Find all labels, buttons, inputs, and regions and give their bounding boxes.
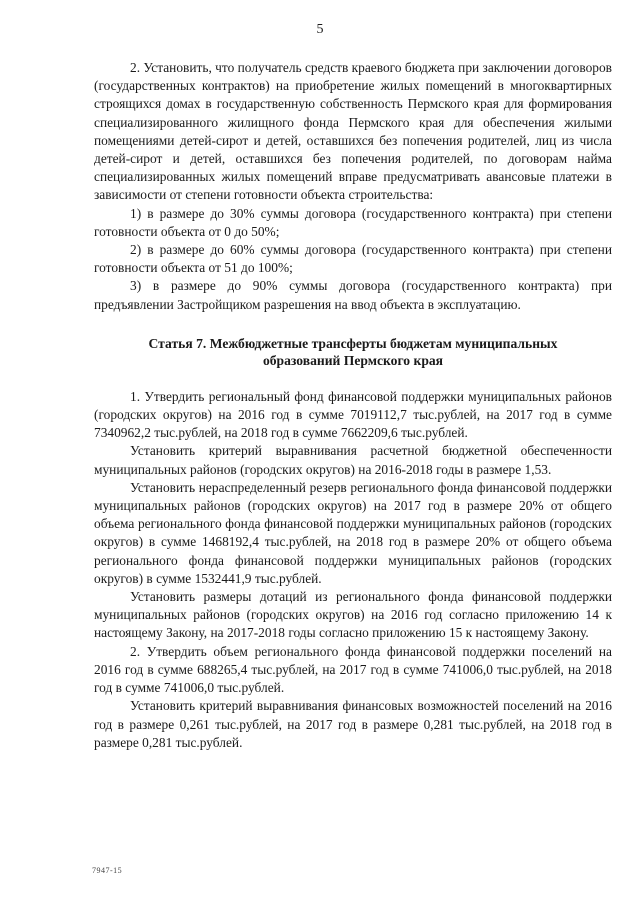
list-item-30-percent: 1) в размере до 30% суммы договора (государственного контракта) при степени готовности объекта от 0 до 50%;: [94, 205, 612, 239]
article-heading-line-2: образований Пермского края: [262, 352, 444, 368]
footer-document-code: 7947-15: [92, 866, 123, 875]
paragraph-equalization-criterion: Установить критерий выравнивания расчетной бюджетной обеспеченности муниципальных районов (городских округов) на 2016-2018 годы в размере 1,53.: [94, 443, 612, 477]
paragraph-subsidy-sizes: Установить размеры дотаций из регионального фонда финансовой поддержки муниципальных районов (городских округов) на 2016 год согласно приложению 14 к настоящему Закону, на 2017-2018 годы согласно приложению 15 к настоящему Закону.: [94, 589, 612, 641]
article-heading-line-1: Статья 7. Межбюджетные трансферты бюджетам муниципальных: [148, 335, 558, 351]
paragraph-unallocated-reserve: Установить нераспределенный резерв регионального фонда финансовой поддержки муниципальных районов (городских округов) на 2017 год в размере 20% от общего объема регионального фонда финансовой поддержки муниципальных районов (городских округов) в сумме 1468192,4 тыс.рублей, на 2018 год в размере 20% от общего объема регионального фонда финансовой поддержки муниципальных районов (городских округов) в сумме 1532441,9 тыс.рублей.: [94, 479, 612, 586]
article-heading: [94, 335, 612, 369]
paragraph-settlements-criterion: Установить критерий выравнивания финансовых возможностей поселений на 2016 год в размере 0,261 тыс.рублей, на 2017 год в размере 0,281 тыс.рублей, на 2018 год в размере 0,281 тыс.рублей.: [94, 698, 612, 750]
paragraph-settlements-fund: 2. Утвердить объем регионального фонда финансовой поддержки поселений на 2016 год в сумме 688265,4 тыс.рублей, на 2017 год в сумме 741006,0 тыс.рублей, на 2018 год в сумме 741006,0 тыс.рублей.: [94, 643, 612, 696]
document-body: [94, 59, 612, 752]
list-item-60-percent: 2) в размере до 60% суммы договора (государственного контракта) при степени готовности объекта от 51 до 100%;: [94, 242, 612, 276]
list-item-90-percent: 3) в размере до 90% суммы договора (государственного контракта) при предъявлении Застройщиком разрешения на ввод объекта в эксплуатацию.: [94, 278, 612, 312]
page-number: 5: [316, 22, 324, 37]
paragraph-regional-fund: 1. Утвердить региональный фонд финансовой поддержки муниципальных районов (городских округов) на 2016 год в сумме 7019112,7 тыс.рублей, на 2017 год в сумме 7340962,2 тыс.рублей, на 2018 год в сумме 7662209,6 тыс.рублей.: [94, 388, 612, 441]
paragraph-advance-payments: 2. Установить, что получатель средств краевого бюджета при заключении договоров (государственных контрактов) на приобретение жилых помещений в многоквартирных строящихся домах в государственную собственность Пермского края для формирования специализированного жилищного фонда Пермского края для обеспечения жилыми помещениями детей-сирот и детей, оставшихся без попечения родителей, лиц из числа детей-сирот и детей, оставшихся без попечения родителей, по договорам найма специализированных жилых помещений вправе предусматривать авансовые платежи в зависимости от степени готовности объекта строительства:: [94, 60, 612, 203]
